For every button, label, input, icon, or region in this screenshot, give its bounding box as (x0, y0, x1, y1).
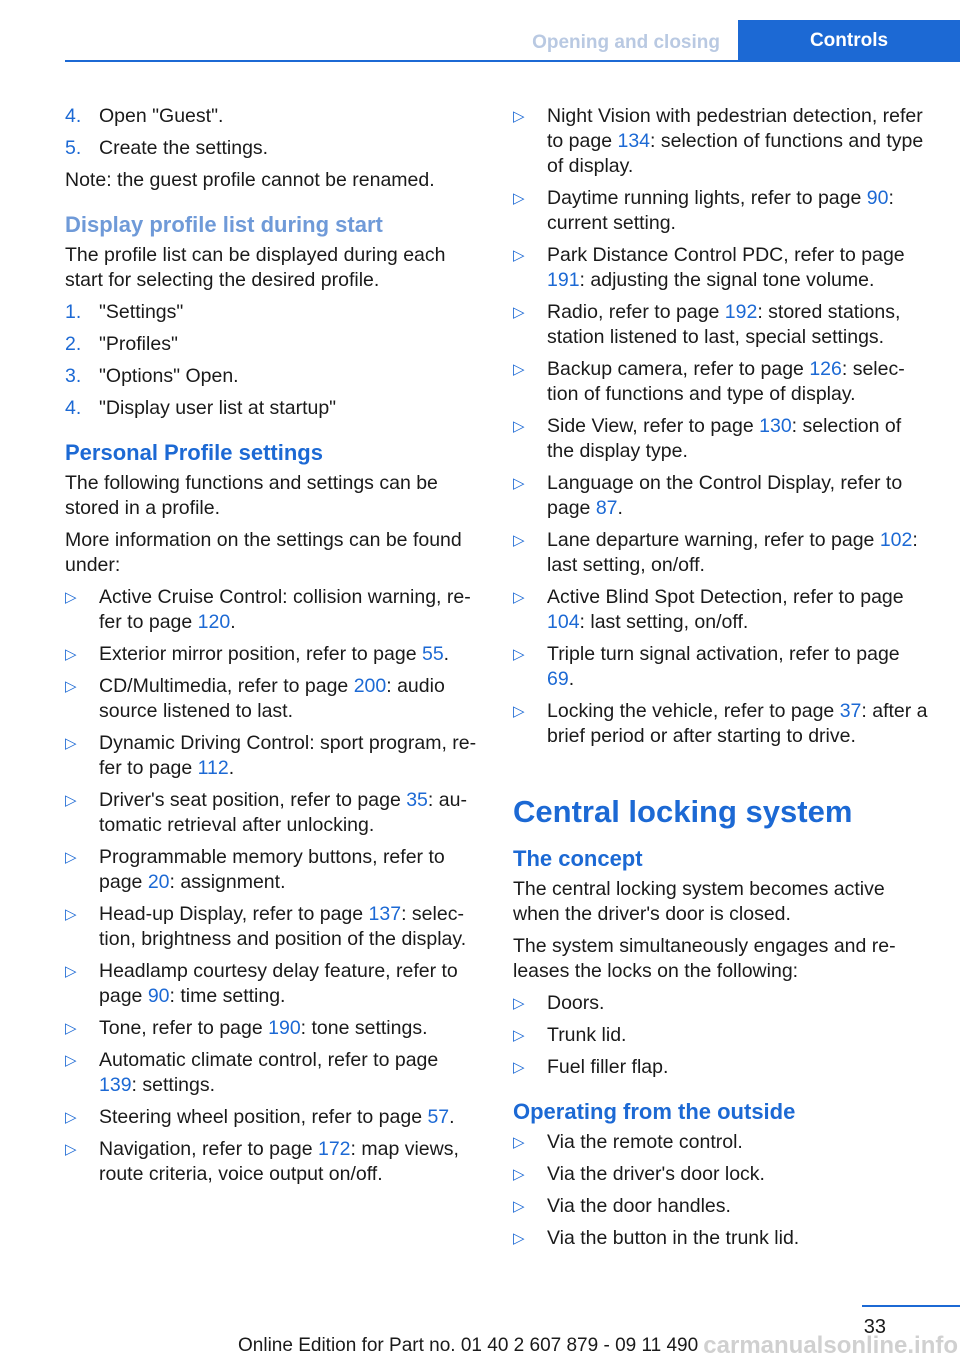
page-link[interactable]: 120 (197, 611, 231, 633)
bullet-icon: ▷ (65, 1020, 77, 1037)
list-item: ▷ Locking the vehicle, refer to page 37: after a brief period or after starting to drive. (513, 700, 928, 747)
page-link[interactable]: 90 (147, 985, 170, 1007)
heading-operating-outside: Operating from the outside (513, 1099, 796, 1124)
heading-concept: The concept (513, 846, 643, 871)
page-link[interactable]: 192 (724, 301, 758, 323)
bullet-icon: ▷ (513, 646, 525, 663)
step-item: 1. "Settings" (65, 301, 184, 323)
heading-display-profile: Display profile list during start (65, 212, 383, 237)
page-link[interactable]: 90 (866, 187, 889, 209)
bullet-icon: ▷ (513, 1166, 525, 1183)
list-item: ▷ Triple turn signal activation, refer to page 69. (513, 643, 900, 690)
profile-settings-list-continued (513, 104, 928, 749)
page-link[interactable]: 190 (268, 1017, 301, 1039)
page-header (65, 0, 960, 62)
page-link[interactable]: 20 (147, 871, 170, 893)
list-item: ▷ Language on the Control Display, refer to page 87. (513, 472, 903, 519)
bullet-icon: ▷ (65, 646, 77, 663)
page-link[interactable]: 112 (197, 757, 229, 779)
list-item: ▷ Side View, refer to page 130: selection of the display type. (513, 415, 902, 462)
personal-profile-text-2: More information on the settings can be found under: (65, 529, 462, 576)
bullet-icon: ▷ (65, 735, 77, 752)
page-link[interactable]: 126 (809, 358, 842, 380)
step-item: 5. Create the settings. (65, 137, 269, 159)
bullet-icon: ▷ (513, 1134, 525, 1151)
bullet-icon: ▷ (513, 703, 525, 720)
bullet-icon: ▷ (65, 1052, 77, 1069)
list-item: ▷ Tone, refer to page 190: tone settings. (65, 1017, 428, 1039)
concept-text-2: The system simultaneously engages and releases the locks on the following: (513, 935, 896, 982)
bullet-icon: ▷ (513, 995, 525, 1012)
list-item: ▷ Via the remote control. (513, 1131, 743, 1153)
list-item: ▷ Exterior mirror position, refer to page 55. (65, 643, 450, 665)
section-tab[interactable]: Opening and closing (532, 32, 720, 53)
page-link[interactable]: 139 (99, 1074, 132, 1096)
page-link[interactable]: 172 (317, 1138, 351, 1160)
list-item: ▷ Trunk lid. (513, 1024, 627, 1046)
list-item: ▷ CD/Multimedia, refer to page 200: audio source listened to last. (65, 675, 445, 722)
bullet-icon: ▷ (65, 963, 77, 980)
bullet-icon: ▷ (513, 1198, 525, 1215)
list-item: ▷ Park Distance Control PDC, refer to page 191: adjusting the signal tone volume. (513, 244, 905, 291)
page-link[interactable]: 69 (547, 668, 569, 690)
page-link[interactable]: 200 (353, 675, 387, 697)
bullet-icon: ▷ (513, 247, 525, 264)
list-item: ▷ Steering wheel position, refer to page 57. (65, 1106, 455, 1128)
list-item: ▷ Daytime running lights, refer to page 90: current setting. (513, 187, 894, 234)
right-column (513, 104, 928, 1258)
list-item: ▷ Doors. (513, 992, 605, 1014)
page-link[interactable]: 191 (547, 269, 580, 291)
list-item: ▷ Via the door handles. (513, 1195, 731, 1217)
step-item: 2. "Profiles" (65, 333, 178, 355)
list-item: ▷ Via the driver's door lock. (513, 1163, 765, 1185)
page-link[interactable]: 130 (759, 415, 792, 437)
step-item: 4. Open "Guest". (65, 105, 224, 127)
left-column (65, 104, 480, 1194)
personal-profile-text-1: The following functions and settings can be stored in a profile. (65, 472, 438, 519)
heading-central-locking: Central locking system (513, 794, 853, 829)
list-item: ▷ Active Blind Spot Detection, refer to page 104: last setting, on/off. (513, 586, 904, 633)
bullet-icon: ▷ (513, 190, 525, 207)
page-link[interactable]: 137 (368, 903, 402, 925)
list-item: ▷ Driver's seat position, refer to page 35: automatic retrieval after unlocking. (65, 789, 467, 836)
locks-list (513, 991, 928, 1080)
bullet-icon: ▷ (513, 589, 525, 606)
page-link[interactable]: 37 (839, 700, 862, 722)
list-item: ▷ Programmable memory buttons, refer to page 20: assignment. (65, 846, 445, 893)
outside-list (513, 1130, 928, 1251)
list-item: ▷ Fuel filler flap. (513, 1056, 669, 1078)
concept-text-1: The central locking system becomes active when the driver's door is closed. (513, 878, 885, 925)
bullet-icon: ▷ (65, 849, 77, 866)
bullet-icon: ▷ (513, 532, 525, 549)
bullet-icon: ▷ (513, 108, 525, 125)
bullet-icon: ▷ (65, 1109, 77, 1126)
edition-text: Online Edition for Part no. 01 40 2 607 879 - 09 11 490 (238, 1335, 699, 1356)
list-item: ▷ Night Vision with pedestrian detection, refer to page 134: selection of functions and type of display. (513, 105, 924, 177)
page-number: 33 (863, 1316, 886, 1338)
note-text: Note: the guest profile cannot be renamed. (65, 169, 435, 191)
bullet-icon: ▷ (513, 1230, 525, 1247)
display-profile-text: The profile list can be displayed during each start for selecting the desired profile. (65, 244, 446, 291)
heading-personal-profile: Personal Profile settings (65, 440, 323, 465)
list-item: ▷ Navigation, refer to page 172: map views, route criteria, voice output on/off. (65, 1138, 459, 1185)
list-item: ▷ Radio, refer to page 192: stored stations, station listened to last, special settings. (513, 301, 901, 348)
bullet-icon: ▷ (65, 678, 77, 695)
bullet-icon: ▷ (513, 1059, 525, 1076)
bullet-icon: ▷ (65, 589, 77, 606)
controls-tab[interactable]: Controls (738, 20, 960, 62)
steps-display-list (65, 300, 480, 421)
page-link[interactable]: 55 (421, 643, 444, 665)
bullet-icon: ▷ (65, 906, 77, 923)
bullet-icon: ▷ (513, 304, 525, 321)
watermark: carmanualsonline.info (703, 1332, 958, 1359)
page-link[interactable]: 134 (617, 130, 651, 152)
list-item: ▷ Lane departure warning, refer to page 102: last setting, on/off. (513, 529, 918, 576)
footer-rule (862, 1305, 960, 1307)
page-link[interactable]: 87 (595, 497, 618, 519)
list-item: ▷ Headlamp courtesy delay feature, refer to page 90: time setting. (65, 960, 458, 1007)
bullet-icon: ▷ (513, 418, 525, 435)
page-link[interactable]: 35 (406, 789, 428, 811)
bullet-icon: ▷ (65, 1141, 77, 1158)
list-item: ▷ Automatic climate control, refer to page 139: settings. (65, 1049, 439, 1096)
page-link[interactable]: 57 (427, 1106, 450, 1128)
header-rule (65, 60, 960, 62)
list-item: ▷ Via the button in the trunk lid. (513, 1227, 800, 1249)
bullet-icon: ▷ (513, 1027, 525, 1044)
profile-settings-list (65, 585, 480, 1187)
step-item: 3. "Options" Open. (65, 365, 239, 387)
steps-guest (65, 104, 480, 161)
list-item: ▷ Dynamic Driving Control: sport program, refer to page 112. (65, 732, 477, 779)
page-link[interactable]: 104 (547, 611, 580, 633)
list-item: ▷ Active Cruise Control: collision warning, refer to page 120. (65, 586, 471, 633)
list-item: ▷ Head-up Display, refer to page 137: selection, brightness and position of the display. (65, 903, 467, 950)
bullet-icon: ▷ (513, 475, 525, 492)
bullet-icon: ▷ (513, 361, 525, 378)
step-item: 4. "Display user list at startup" (65, 397, 337, 419)
bullet-icon: ▷ (65, 792, 77, 809)
page-link[interactable]: 102 (879, 529, 913, 551)
list-item: ▷ Backup camera, refer to page 126: selection of functions and type of display. (513, 358, 905, 405)
